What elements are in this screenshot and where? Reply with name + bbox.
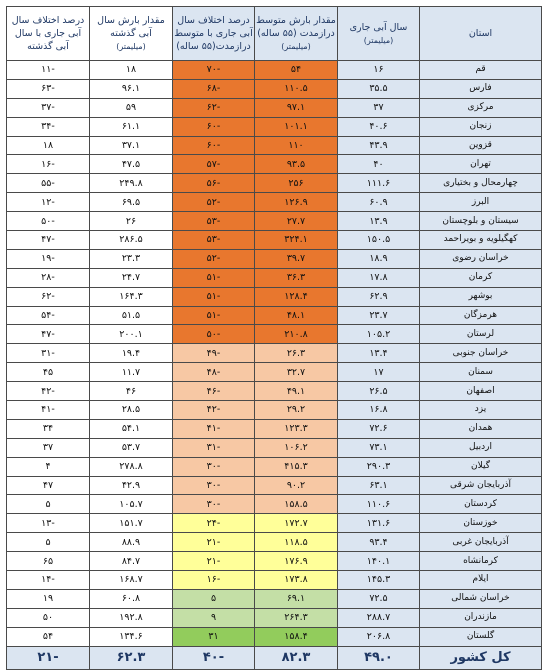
total-cell-last: ۶۲.۳	[90, 646, 173, 669]
table-row	[7, 363, 542, 382]
cell-current-year: ۱۷	[338, 363, 420, 382]
table-row	[7, 193, 542, 212]
cell-current-year: ۳۵.۵	[338, 79, 420, 98]
cell-current-year: ۱۳.۴	[338, 344, 420, 363]
table-row	[7, 552, 542, 571]
cell-last-year: ۸۸.۹	[90, 533, 173, 552]
cell-current-year: ۱۵۰.۵	[338, 231, 420, 250]
cell-pct-diff-long-term: ۳۱	[173, 627, 255, 646]
table-row	[7, 306, 542, 325]
header-current-year: سال آبی جاری (میلیمتر)	[338, 7, 420, 61]
cell-pct-diff-long-term: -۷۰	[173, 61, 255, 80]
cell-pct-diff-long-term: -۳۰	[173, 476, 255, 495]
cell-current-year: ۱۷.۸	[338, 268, 420, 287]
cell-long-term-avg: ۲۶۴.۳	[255, 608, 338, 627]
cell-current-year: ۳۷	[338, 98, 420, 117]
cell-long-term-avg: ۹۷.۱	[255, 98, 338, 117]
cell-long-term-avg: ۱۷۶.۹	[255, 552, 338, 571]
table-row	[7, 268, 542, 287]
cell-long-term-avg: ۴۸.۱	[255, 306, 338, 325]
cell-current-year: ۱۱۱.۶	[338, 174, 420, 193]
table-row	[7, 231, 542, 250]
cell-current-year: ۷۲.۶	[338, 419, 420, 438]
cell-pct-diff-long-term: -۲۱	[173, 552, 255, 571]
cell-long-term-avg: ۴۱۵.۳	[255, 457, 338, 476]
cell-province: گلستان	[420, 627, 542, 646]
cell-last-year: ۴۶	[90, 382, 173, 401]
cell-long-term-avg: ۱۷۲.۷	[255, 514, 338, 533]
cell-pct-diff-long-term: -۵۱	[173, 287, 255, 306]
cell-last-year: ۶۰.۸	[90, 589, 173, 608]
cell-last-year: ۴۲.۹	[90, 476, 173, 495]
cell-last-year: ۱۱.۷	[90, 363, 173, 382]
cell-province: فارس	[420, 79, 542, 98]
cell-province: مازندران	[420, 608, 542, 627]
cell-pct-diff-long-term: -۴۲	[173, 401, 255, 420]
cell-pct-diff-last-year: -۵۵	[7, 174, 90, 193]
cell-pct-diff-long-term: -۶۸	[173, 79, 255, 98]
cell-province: اصفهان	[420, 382, 542, 401]
cell-pct-diff-long-term: -۵۶	[173, 174, 255, 193]
cell-province: یزد	[420, 401, 542, 420]
cell-last-year: ۸۴.۷	[90, 552, 173, 571]
table-row	[7, 382, 542, 401]
cell-current-year: ۶۳.۱	[338, 476, 420, 495]
cell-long-term-avg: ۱۱۸.۵	[255, 533, 338, 552]
cell-pct-diff-long-term: -۲۴	[173, 514, 255, 533]
cell-province: چهارمحال و بختیاری	[420, 174, 542, 193]
cell-last-year: ۶۱.۱	[90, 117, 173, 136]
cell-current-year: ۱۴۵.۳	[338, 571, 420, 590]
cell-long-term-avg: ۳۲.۷	[255, 363, 338, 382]
cell-current-year: ۱۶.۸	[338, 401, 420, 420]
cell-current-year: ۴۰	[338, 155, 420, 174]
cell-pct-diff-long-term: -۴۹	[173, 344, 255, 363]
cell-long-term-avg: ۱۲۶.۹	[255, 193, 338, 212]
cell-province: خوزستان	[420, 514, 542, 533]
cell-last-year: ۱۸	[90, 61, 173, 80]
cell-pct-diff-long-term: -۶۰	[173, 117, 255, 136]
cell-last-year: ۱۵۱.۷	[90, 514, 173, 533]
table-row	[7, 79, 542, 98]
cell-province: سیستان و بلوچستان	[420, 212, 542, 231]
cell-last-year: ۲۴۹.۸	[90, 174, 173, 193]
cell-pct-diff-last-year: -۱۶	[7, 155, 90, 174]
cell-current-year: ۱۸.۹	[338, 249, 420, 268]
cell-province: هرمزگان	[420, 306, 542, 325]
cell-current-year: ۱۱۰.۶	[338, 495, 420, 514]
header-long-term-avg: مقدار بارش متوسط درازمدت (۵۵ ساله) (میلیمتر)	[255, 7, 338, 61]
cell-province: تهران	[420, 155, 542, 174]
cell-pct-diff-last-year: ۵۴	[7, 627, 90, 646]
cell-pct-diff-long-term: -۴۸	[173, 363, 255, 382]
cell-pct-diff-last-year: -۳۴	[7, 117, 90, 136]
cell-last-year: ۵۳.۷	[90, 438, 173, 457]
table-row	[7, 98, 542, 117]
cell-pct-diff-long-term: -۲۱	[173, 533, 255, 552]
cell-province: ایلام	[420, 571, 542, 590]
cell-pct-diff-last-year: -۴۷	[7, 231, 90, 250]
cell-long-term-avg: ۱۲۸.۴	[255, 287, 338, 306]
cell-pct-diff-long-term: -۵۲	[173, 193, 255, 212]
cell-province: مرکزی	[420, 98, 542, 117]
cell-province: لرستان	[420, 325, 542, 344]
table-row	[7, 212, 542, 231]
cell-pct-diff-last-year: -۱۳	[7, 514, 90, 533]
cell-pct-diff-last-year: -۴۲	[7, 382, 90, 401]
cell-current-year: ۴۳.۹	[338, 136, 420, 155]
cell-last-year: ۶۹.۵	[90, 193, 173, 212]
cell-last-year: ۱۰۵.۷	[90, 495, 173, 514]
cell-last-year: ۲۸.۵	[90, 401, 173, 420]
cell-pct-diff-last-year: ۵	[7, 495, 90, 514]
table-row	[7, 457, 542, 476]
table-row	[7, 419, 542, 438]
cell-long-term-avg: ۹۳.۵	[255, 155, 338, 174]
cell-current-year: ۱۶	[338, 61, 420, 80]
cell-pct-diff-last-year: ۵	[7, 533, 90, 552]
cell-pct-diff-last-year: -۱۴	[7, 571, 90, 590]
cell-pct-diff-last-year: ۶۵	[7, 552, 90, 571]
cell-last-year: ۵۹	[90, 98, 173, 117]
table-row	[7, 589, 542, 608]
cell-long-term-avg: ۱۵۸.۴	[255, 627, 338, 646]
table-row	[7, 533, 542, 552]
cell-last-year: ۱۳۴.۶	[90, 627, 173, 646]
cell-long-term-avg: ۶۹.۱	[255, 589, 338, 608]
cell-last-year: ۱۹۲.۸	[90, 608, 173, 627]
cell-last-year: ۲۶	[90, 212, 173, 231]
cell-pct-diff-last-year: -۱۹	[7, 249, 90, 268]
cell-long-term-avg: ۲۵۶	[255, 174, 338, 193]
cell-pct-diff-long-term: -۴۱	[173, 419, 255, 438]
cell-current-year: ۱۳۱.۶	[338, 514, 420, 533]
total-cell-avg: ۸۲.۳	[255, 646, 338, 669]
cell-long-term-avg: ۱۰۱.۱	[255, 117, 338, 136]
cell-last-year: ۴۷.۵	[90, 155, 173, 174]
cell-province: خراسان جنوبی	[420, 344, 542, 363]
table-row	[7, 514, 542, 533]
cell-long-term-avg: ۱۰۶.۲	[255, 438, 338, 457]
cell-pct-diff-long-term: ۹	[173, 608, 255, 627]
table-row	[7, 476, 542, 495]
cell-current-year: ۶۰.۹	[338, 193, 420, 212]
table-row	[7, 249, 542, 268]
cell-long-term-avg: ۵۴	[255, 61, 338, 80]
cell-pct-diff-long-term: -۳۰	[173, 495, 255, 514]
precipitation-table	[6, 6, 542, 670]
cell-long-term-avg: ۲۷.۷	[255, 212, 338, 231]
cell-province: زنجان	[420, 117, 542, 136]
cell-long-term-avg: ۱۲۳.۳	[255, 419, 338, 438]
cell-province: کرمان	[420, 268, 542, 287]
cell-province: کردستان	[420, 495, 542, 514]
cell-long-term-avg: ۹۰.۲	[255, 476, 338, 495]
cell-long-term-avg: ۲۶.۳	[255, 344, 338, 363]
cell-last-year: ۲۸۶.۵	[90, 231, 173, 250]
cell-pct-diff-long-term: -۴۶	[173, 382, 255, 401]
cell-pct-diff-last-year: ۱۹	[7, 589, 90, 608]
cell-pct-diff-long-term: -۶۰	[173, 136, 255, 155]
table-row	[7, 495, 542, 514]
cell-province: آذربایجان غربی	[420, 533, 542, 552]
cell-current-year: ۲۸۸.۷	[338, 608, 420, 627]
cell-long-term-avg: ۳۶.۳	[255, 268, 338, 287]
cell-current-year: ۴۰.۶	[338, 117, 420, 136]
header-pct-diff-long-term: درصد اختلاف سال آبی جاری با متوسط درازمدت(۵۵ ساله)	[173, 7, 255, 61]
header-province: استان	[420, 7, 542, 61]
cell-last-year: ۱۹.۴	[90, 344, 173, 363]
cell-pct-diff-long-term: -۵۱	[173, 306, 255, 325]
cell-pct-diff-last-year: -۵۴	[7, 306, 90, 325]
table-row	[7, 136, 542, 155]
cell-last-year: ۲۴.۷	[90, 268, 173, 287]
cell-long-term-avg: ۳۹.۷	[255, 249, 338, 268]
table-row	[7, 287, 542, 306]
cell-last-year: ۹۶.۱	[90, 79, 173, 98]
cell-pct-diff-long-term: -۵۳	[173, 231, 255, 250]
cell-pct-diff-last-year: ۴۷	[7, 476, 90, 495]
cell-province: خراسان رضوی	[420, 249, 542, 268]
total-cell-current: ۴۹.۰	[338, 646, 420, 669]
cell-pct-diff-last-year: ۴۵	[7, 363, 90, 382]
cell-pct-diff-long-term: ۵	[173, 589, 255, 608]
cell-current-year: ۷۳.۱	[338, 438, 420, 457]
cell-long-term-avg: ۱۷۳.۸	[255, 571, 338, 590]
cell-pct-diff-last-year: ۱۸	[7, 136, 90, 155]
table-row	[7, 438, 542, 457]
cell-province: قزوین	[420, 136, 542, 155]
cell-long-term-avg: ۱۱۰	[255, 136, 338, 155]
table-body	[7, 61, 542, 670]
cell-long-term-avg: ۲۱۰.۸	[255, 325, 338, 344]
cell-pct-diff-last-year: ۳۷	[7, 438, 90, 457]
cell-last-year: ۱۶۸.۷	[90, 571, 173, 590]
cell-pct-diff-last-year: -۲۸	[7, 268, 90, 287]
cell-current-year: ۲۳.۷	[338, 306, 420, 325]
cell-pct-diff-last-year: -۱۲	[7, 193, 90, 212]
cell-last-year: ۳۷.۱	[90, 136, 173, 155]
cell-province: اردبیل	[420, 438, 542, 457]
table-row	[7, 117, 542, 136]
table-row	[7, 401, 542, 420]
table-row	[7, 61, 542, 80]
cell-long-term-avg: ۴۹.۱	[255, 382, 338, 401]
table-row	[7, 627, 542, 646]
cell-pct-diff-long-term: -۶۲	[173, 98, 255, 117]
cell-current-year: ۲۹۰.۳	[338, 457, 420, 476]
cell-province: بوشهر	[420, 287, 542, 306]
cell-pct-diff-last-year: -۴۷	[7, 325, 90, 344]
cell-pct-diff-last-year: -۱۱	[7, 61, 90, 80]
cell-pct-diff-last-year: -۵۰	[7, 212, 90, 231]
cell-pct-diff-last-year: ۳۴	[7, 419, 90, 438]
cell-pct-diff-long-term: -۵۲	[173, 249, 255, 268]
table-row	[7, 155, 542, 174]
cell-pct-diff-long-term: -۱۶	[173, 571, 255, 590]
table-row	[7, 571, 542, 590]
cell-province: همدان	[420, 419, 542, 438]
cell-current-year: ۱۴۰.۱	[338, 552, 420, 571]
cell-province: قم	[420, 61, 542, 80]
cell-long-term-avg: ۳۲۴.۱	[255, 231, 338, 250]
cell-pct-diff-last-year: -۳۷	[7, 98, 90, 117]
cell-last-year: ۵۱.۵	[90, 306, 173, 325]
cell-province: کرمانشاه	[420, 552, 542, 571]
cell-current-year: ۷۲.۵	[338, 589, 420, 608]
header-row	[7, 7, 542, 61]
cell-province: آذربایجان شرقی	[420, 476, 542, 495]
header-last-year: مقدار بارش سال آبی گذشته (میلیمتر)	[90, 7, 173, 61]
cell-pct-diff-long-term: -۳۱	[173, 438, 255, 457]
cell-pct-diff-last-year: ۴	[7, 457, 90, 476]
cell-pct-diff-long-term: -۵۰	[173, 325, 255, 344]
cell-long-term-avg: ۱۵۸.۵	[255, 495, 338, 514]
cell-last-year: ۲۰۰.۱	[90, 325, 173, 344]
table-row	[7, 608, 542, 627]
cell-pct-diff-last-year: ۵۰	[7, 608, 90, 627]
cell-pct-diff-long-term: -۳۰	[173, 457, 255, 476]
header-pct-diff-last-year: درصد اختلاف سال آبی جاری با سال آبی گذشته	[7, 7, 90, 61]
cell-province: گیلان	[420, 457, 542, 476]
cell-long-term-avg: ۱۱۰.۵	[255, 79, 338, 98]
table-row	[7, 325, 542, 344]
table-row	[7, 174, 542, 193]
total-cell-pct-last: -۲۱	[7, 646, 90, 669]
cell-current-year: ۱۳.۹	[338, 212, 420, 231]
cell-current-year: ۱۰۵.۲	[338, 325, 420, 344]
cell-pct-diff-last-year: -۴۱	[7, 401, 90, 420]
cell-province: کهگیلویه و بویراحمد	[420, 231, 542, 250]
cell-last-year: ۱۶۴.۳	[90, 287, 173, 306]
cell-last-year: ۲۳.۳	[90, 249, 173, 268]
cell-province: سمنان	[420, 363, 542, 382]
cell-current-year: ۲۶.۵	[338, 382, 420, 401]
cell-current-year: ۶۲.۹	[338, 287, 420, 306]
cell-province: خراسان شمالی	[420, 589, 542, 608]
cell-province: البرز	[420, 193, 542, 212]
cell-pct-diff-long-term: -۵۳	[173, 212, 255, 231]
cell-current-year: ۲۰۶.۸	[338, 627, 420, 646]
total-cell-pct-avg: -۴۰	[173, 646, 255, 669]
cell-pct-diff-last-year: -۶۲	[7, 287, 90, 306]
total-cell-province: کل کشور	[420, 646, 542, 669]
cell-pct-diff-long-term: -۵۱	[173, 268, 255, 287]
cell-last-year: ۵۴.۱	[90, 419, 173, 438]
cell-pct-diff-last-year: -۶۳	[7, 79, 90, 98]
cell-pct-diff-long-term: -۵۷	[173, 155, 255, 174]
precipitation-table-container	[6, 6, 541, 666]
cell-long-term-avg: ۲۹.۲	[255, 401, 338, 420]
table-row	[7, 344, 542, 363]
cell-current-year: ۹۳.۴	[338, 533, 420, 552]
cell-pct-diff-last-year: -۳۱	[7, 344, 90, 363]
total-row	[7, 646, 542, 669]
cell-last-year: ۲۷۸.۸	[90, 457, 173, 476]
